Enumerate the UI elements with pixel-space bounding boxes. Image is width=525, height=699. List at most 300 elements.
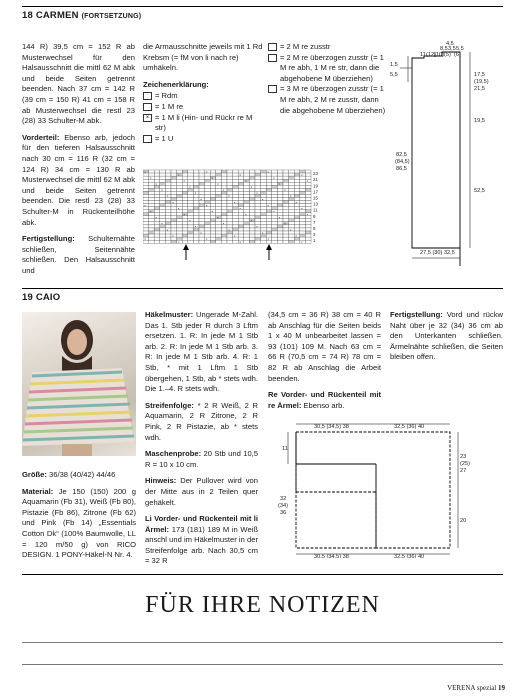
chart-cell	[305, 170, 311, 173]
material-info: Material: Je 150 (150) 200 g Aquamarin (Fb 31), Weiß (Fb 80), Pistazie (Fb 86), Zitrone (Fb 62) und Pink (Fb 14) „Essentials Cotton Dk“ (100% Baumwolle, LL = 120 m/50 g) von RICO DESIGN. 1 PONY-Häkel-N Nr. 4.	[22, 486, 136, 560]
dim-label: 20	[460, 518, 467, 524]
chart-cell	[266, 222, 272, 225]
carmen-text-column-1	[22, 42, 135, 282]
chart-cell	[249, 197, 255, 200]
carmen-text-column-2	[143, 42, 263, 144]
chart-cell	[238, 201, 244, 204]
dim-label: (5)	[444, 52, 451, 58]
chart-row-number: 11	[313, 207, 318, 213]
chart-symbol: ×	[149, 175, 152, 180]
size-info: Größe: 36/38 (40/42) 44/46	[22, 470, 116, 479]
chart-cell	[272, 194, 278, 197]
chart-cell	[199, 191, 205, 194]
chart-cell	[272, 170, 278, 173]
chart-cell	[160, 228, 166, 231]
chart-cell	[289, 231, 295, 234]
chart-cell	[227, 201, 233, 204]
chart-cell	[300, 176, 306, 179]
chart-cell	[249, 207, 255, 210]
chart-cell	[171, 237, 177, 240]
chart-cell	[188, 194, 194, 197]
chart-symbol: ×	[194, 224, 197, 229]
chart-cell	[289, 179, 295, 182]
chart-cell	[221, 179, 227, 182]
chart-symbol: ×	[239, 239, 242, 244]
chart-symbol: ×	[155, 182, 158, 186]
legend-text: = 1 M re	[155, 101, 184, 111]
chart-symbol: ×	[295, 200, 298, 205]
chart-cell	[272, 188, 278, 191]
chart-cell	[188, 201, 194, 204]
chart-cell	[188, 191, 194, 194]
chart-cell	[182, 204, 188, 207]
chart-cell	[266, 213, 272, 216]
chart-cell	[227, 197, 233, 200]
chart-cell	[261, 188, 267, 191]
legend-title: Zeichenerklärung:	[143, 79, 209, 89]
chart-cell	[160, 210, 166, 213]
chart-cell	[165, 182, 171, 185]
chart-cell	[244, 228, 250, 231]
chart-cell	[193, 219, 199, 222]
chart-cell	[283, 194, 289, 197]
chart-cell	[205, 179, 211, 182]
chart-cell	[300, 225, 306, 228]
chart-cell	[182, 185, 188, 188]
chart-cell	[261, 240, 267, 243]
dim-label: 30,5 (34,5) 38	[314, 554, 349, 558]
chart-cell	[210, 188, 216, 191]
chart-cell	[272, 225, 278, 228]
chart-cell	[216, 188, 222, 191]
chart-cell	[149, 215, 158, 220]
chart-cell	[205, 240, 211, 243]
chart-cell	[171, 210, 177, 213]
chart-cell	[177, 212, 186, 217]
chart-row-number: 5	[313, 225, 316, 231]
paragraph: Häkelmuster: Ungerade M-Zahl. Das 1. Stb jeder R durch 3 Lftm ersetzen. 1. R: In jede M 1 Stb arb. 2. R: In jede M 1 Stb arb. 3. R: In jede M 1 Stb arb. 4. R: 1 Stb, * mit 1 Lftm 1 Stb übergehen, 1 Stb, ab * stets wdh. Die 1.–4. R stets wdh.	[145, 310, 258, 394]
chart-cell	[188, 188, 194, 191]
chart-cell	[177, 228, 183, 231]
chart-symbol: ×	[189, 185, 191, 190]
chart-cell	[216, 210, 222, 213]
chart-cell	[149, 179, 155, 182]
paragraph: die Armausschnitte jeweils mit 1 Rd Krebsm (= fM von li nach re) umhäkeln.	[143, 42, 263, 73]
chart-cell	[238, 219, 244, 222]
chart-cell	[261, 176, 267, 179]
chart-cell	[205, 225, 211, 228]
chart-cell	[283, 207, 289, 210]
chart-cell	[193, 197, 199, 200]
arrow-icon	[183, 244, 272, 260]
chart-cell	[160, 182, 166, 185]
chart-cell	[227, 234, 233, 237]
chart-cell	[255, 219, 261, 222]
chart-cell	[249, 188, 255, 191]
chart-cell	[289, 240, 295, 243]
chart-cell	[305, 240, 311, 243]
chart-cell	[182, 228, 188, 231]
chart-cell	[182, 240, 188, 243]
chart-symbol: ×	[222, 188, 225, 193]
chart-cell	[188, 176, 194, 179]
chart-cell	[193, 216, 199, 219]
chart-cell	[277, 228, 283, 231]
chart-cell	[216, 207, 222, 210]
chart-cell	[255, 170, 261, 173]
chart-cell	[193, 228, 199, 231]
notes-title: FÜR IHRE NOTIZEN	[145, 592, 380, 618]
chart-cell	[216, 194, 222, 197]
chart-cell	[277, 222, 283, 225]
chart-cell	[305, 188, 311, 191]
chart-cell	[261, 182, 267, 185]
chart-cell	[171, 240, 177, 243]
chart-cell	[160, 231, 166, 234]
chart-cell	[272, 191, 278, 194]
chart-cell	[165, 170, 171, 173]
chart-symbol: ×	[155, 215, 158, 220]
chart-cell	[171, 213, 177, 216]
chart-cell	[255, 216, 261, 219]
chart-cell	[266, 179, 272, 182]
chart-cell	[289, 170, 295, 173]
chart-cell	[294, 225, 300, 228]
chart-cell	[188, 228, 194, 231]
chart-cell	[210, 228, 216, 231]
section-number: 18	[22, 10, 33, 21]
chart-cell	[210, 179, 216, 182]
chart-symbol: ×	[172, 200, 174, 205]
legend-symbol-icon	[268, 85, 277, 93]
chart-cell	[143, 210, 149, 213]
chart-symbol: ×	[289, 194, 292, 199]
chart-cell	[171, 219, 177, 222]
chart-cell	[182, 225, 188, 228]
chart-cell	[165, 213, 171, 216]
chart-symbol: ×	[222, 221, 225, 226]
chart-cell	[143, 207, 149, 210]
chart-cell	[283, 179, 289, 182]
chart-cell	[199, 219, 205, 222]
chart-cell	[233, 225, 239, 228]
chart-symbol: ×	[194, 191, 197, 196]
legend-left	[143, 91, 263, 144]
chart-cell	[294, 194, 300, 197]
chart-cell	[210, 219, 216, 222]
chart-symbol: ×	[211, 209, 214, 214]
chart-cell	[154, 207, 160, 210]
chart-cell	[154, 237, 160, 240]
chart-cell	[216, 201, 222, 204]
chart-cell	[165, 201, 171, 204]
dim-label: 4,5	[446, 41, 454, 47]
chart-cell	[277, 188, 283, 191]
chart-cell	[233, 170, 239, 173]
chart-cell	[283, 197, 289, 200]
chart-cell	[154, 225, 160, 228]
paragraph: (34,5 cm = 36 R) 38 cm = 40 R ab Anschlag für die Seiten beids 1 x 40 M unbearbeitet lassen = 93 (101) 109 M. Nach 63 cm = 66 R (70,5 cm = 74 R) 78 cm = 82 R ab Anschlag die Arbeit beenden.	[268, 310, 381, 383]
chart-cell	[143, 176, 149, 179]
chart-symbol: ×	[295, 233, 298, 238]
chart-cell	[149, 234, 155, 237]
chart-cell	[160, 234, 166, 237]
chart-cell	[227, 231, 233, 234]
chart-cell	[210, 240, 216, 243]
chart-cell	[188, 240, 194, 243]
chart-cell	[193, 182, 199, 185]
chart-cell	[149, 185, 155, 188]
chart-cell	[154, 173, 160, 176]
chart-cell	[216, 170, 222, 173]
dim-label: (12)	[426, 52, 436, 58]
chart-cell	[165, 219, 171, 222]
chart-symbol: ×	[217, 182, 219, 186]
chart-symbol: ×	[239, 206, 242, 211]
notes-line	[22, 664, 503, 665]
chart-cell	[300, 197, 306, 200]
dim-label: 27,5 (30) 32,5	[420, 250, 455, 256]
paragraph: Maschenprobe: 20 Stb und 10,5 R = 10 x 10 cm.	[145, 449, 258, 469]
chart-cell	[149, 222, 155, 225]
chart-cell	[154, 176, 160, 179]
chart-cell	[238, 225, 244, 228]
chart-cell	[233, 219, 239, 222]
chart-cell	[261, 191, 267, 194]
chart-cell	[289, 188, 295, 191]
chart-cell	[143, 231, 149, 234]
chart-cell	[261, 185, 267, 188]
chart-symbol: ×	[306, 178, 309, 183]
chart-cell	[272, 216, 278, 219]
chart-cell	[294, 182, 300, 185]
chart-cell	[160, 179, 166, 182]
chart-cell	[244, 225, 250, 228]
chart-symbol: ×	[239, 172, 242, 177]
chart-cell	[249, 194, 255, 197]
chart-cell	[255, 204, 261, 207]
chart-cell	[205, 188, 211, 191]
chart-symbol: ×	[278, 215, 281, 220]
chart-symbol: ×	[256, 191, 258, 196]
chart-row-number: 15	[313, 195, 318, 201]
chart-cell	[294, 188, 300, 191]
dim-label: (25)	[460, 461, 470, 467]
chart-cell	[182, 194, 188, 197]
chart-cell	[305, 207, 311, 210]
chart-cell	[289, 222, 295, 225]
chart-cell	[289, 173, 295, 176]
chart-cell	[300, 179, 306, 182]
chart-cell	[233, 194, 239, 197]
chart-cell	[238, 197, 244, 200]
chart-cell	[272, 240, 278, 243]
chart-cell	[261, 210, 267, 213]
chart-symbol: ×	[166, 227, 169, 232]
chart-cell	[255, 182, 261, 185]
chart-cell	[199, 188, 205, 191]
chart-cell	[305, 197, 311, 200]
chart-cell	[154, 210, 160, 213]
caio-schematic	[270, 418, 480, 558]
chart-cell	[255, 213, 261, 216]
chart-cell	[171, 188, 177, 191]
chart-cell	[177, 197, 183, 200]
chart-cell	[272, 219, 278, 222]
chart-cell	[171, 191, 177, 194]
chart-cell	[171, 225, 177, 228]
chart-cell	[149, 237, 155, 240]
chart-cell	[300, 228, 306, 231]
chart-symbol: ×	[205, 169, 208, 174]
chart-cell	[188, 173, 194, 176]
chart-cell	[289, 197, 295, 200]
chart-cell	[165, 210, 171, 213]
chart-cell	[272, 185, 278, 188]
footer-brand: VERENA spezial	[447, 684, 497, 692]
chart-cell	[188, 197, 194, 200]
chart-cell	[165, 204, 171, 207]
dim-label: 5,5	[390, 72, 398, 78]
chart-cell	[205, 175, 214, 180]
chart-cell	[188, 225, 194, 228]
chart-cell	[199, 213, 205, 216]
chart-cell	[233, 188, 239, 191]
chart-cell	[143, 179, 149, 182]
chart-cell	[188, 237, 194, 240]
chart-cell	[283, 225, 289, 228]
chart-cell	[216, 222, 222, 225]
chart-cell	[221, 234, 227, 237]
chart-cell	[188, 179, 194, 182]
chart-cell	[294, 207, 300, 210]
chart-cell	[255, 234, 261, 237]
chart-cell	[171, 204, 177, 207]
chart-cell	[205, 219, 211, 222]
chart-cell	[160, 207, 166, 210]
chart-cell	[210, 194, 216, 197]
chart-cell	[238, 179, 244, 182]
chart-cell	[300, 188, 306, 191]
chart-cell	[177, 191, 183, 194]
chart-cell	[294, 222, 300, 225]
chart-cell	[233, 185, 239, 188]
chart-cell	[165, 237, 171, 240]
chart-cell	[294, 173, 300, 176]
chart-cell	[255, 240, 261, 243]
chart-cell	[305, 234, 311, 237]
chart-cell	[249, 173, 255, 176]
chart-cell	[289, 219, 295, 222]
legend-item	[143, 134, 263, 145]
dim-label: 27	[460, 468, 467, 474]
chart-cell	[177, 225, 183, 228]
chart-cell	[182, 237, 188, 240]
chart-cell	[205, 185, 211, 188]
dim-label: 11	[282, 446, 288, 452]
chart-cell	[149, 182, 158, 186]
chart-cell	[149, 219, 155, 222]
chart-cell	[244, 191, 250, 194]
chart-cell	[221, 207, 227, 210]
chart-cell	[216, 219, 222, 222]
chart-cell	[227, 179, 233, 182]
chart-symbol: ×	[273, 175, 275, 180]
chart-cell	[283, 176, 289, 179]
chart-cell	[277, 204, 283, 207]
chart-cell	[210, 197, 216, 200]
chart-cell	[294, 191, 300, 194]
chart-cell	[188, 222, 194, 225]
chart-cell	[171, 173, 177, 176]
chart-cell	[216, 228, 222, 231]
chart-cell	[177, 216, 183, 219]
chart-cell	[221, 237, 227, 240]
chart-cell	[272, 237, 278, 240]
chart-symbol: ×	[217, 215, 219, 220]
chart-cell	[210, 237, 216, 240]
dim-label: 36	[280, 510, 287, 516]
paragraph: 144 R) 39,5 cm = 152 R ab Musterwechsel für den Halsausschnitt die mittl 62 M abk und beide Seiten getrennt beenden. Nach 37 cm = 142 R (39 cm = 150 R) 41 cm = 158 R ab Musterwechsel die restl 23 (28) 33 Schulter-M abk.	[22, 42, 135, 126]
chart-cell	[266, 191, 272, 194]
chart-cell	[149, 194, 155, 197]
chart-cell	[165, 188, 171, 191]
chart-cell	[294, 216, 300, 219]
dim-label: (6)	[454, 52, 461, 58]
chart-cell	[294, 213, 300, 216]
chart-cell	[244, 182, 250, 185]
chart-cell	[261, 222, 267, 225]
chart-cell	[154, 219, 160, 222]
chart-cell	[300, 222, 306, 225]
chart-cell	[149, 201, 155, 204]
chart-cell	[154, 228, 160, 231]
chart-cell	[154, 240, 160, 243]
chart-symbol: ×	[261, 230, 264, 235]
chart-cell	[277, 197, 283, 200]
chart-cell	[261, 236, 270, 241]
chart-cell	[272, 234, 278, 237]
chart-cell	[305, 173, 311, 176]
chart-cell	[143, 228, 149, 231]
chart-cell	[182, 207, 188, 210]
chart-symbol: ×	[144, 169, 146, 174]
chart-cell	[149, 191, 155, 194]
chart-row-number: 23	[313, 171, 318, 177]
dim-label: 32	[280, 496, 287, 502]
chart-cell	[283, 182, 289, 185]
chart-cell	[227, 237, 233, 240]
chart-cell	[249, 210, 255, 213]
chart-symbol: ×	[205, 236, 208, 241]
chart-cell	[221, 204, 227, 207]
chart-cell	[305, 216, 311, 219]
chart-cell	[305, 222, 311, 225]
chart-cell	[233, 216, 239, 219]
chart-cell	[277, 207, 283, 210]
chart-cell	[205, 194, 211, 197]
dim-label: (10)	[434, 52, 444, 58]
chart-cell	[238, 176, 244, 179]
chart-cell	[205, 228, 211, 231]
chart-cell	[221, 170, 227, 173]
chart-cell	[154, 204, 160, 207]
chart-cell	[154, 222, 160, 225]
chart-symbol: ×	[177, 239, 180, 244]
chart-cell	[210, 191, 216, 194]
chart-cell	[255, 197, 261, 200]
model-photo	[22, 312, 136, 456]
